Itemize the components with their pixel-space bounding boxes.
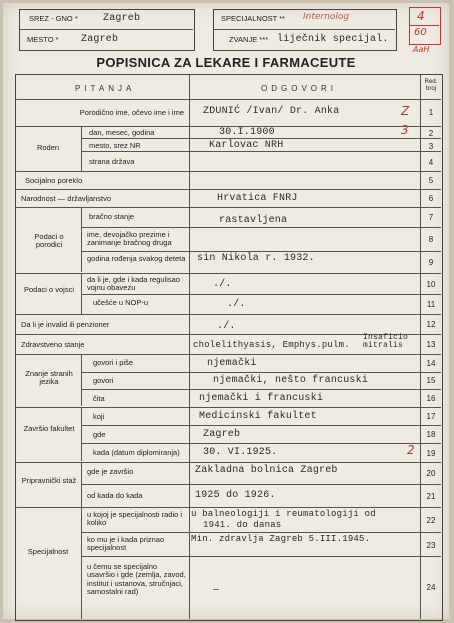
row-number: 1	[428, 108, 434, 117]
column-header-redni-broj: Red. broj	[424, 79, 438, 92]
row-number: 10	[426, 280, 436, 289]
row-13-value-2: Insaficio mitralis	[363, 333, 409, 350]
specijalnost-value: Internolog	[303, 12, 350, 22]
row-number: 20	[426, 469, 436, 478]
row-number: 3	[428, 142, 434, 151]
row-number: 11	[426, 300, 436, 309]
row-number: 17	[426, 412, 436, 421]
row-9-value: sin Nikola r. 1932.	[197, 253, 315, 264]
row-number: 15	[426, 376, 436, 385]
row-7-value: rastavljena	[219, 215, 288, 226]
row-number: 16	[426, 394, 436, 403]
row-21-label: od kada do kada	[87, 491, 143, 500]
row-number: 23	[426, 541, 436, 550]
stamp-line1: 4	[417, 9, 425, 23]
row-number: 8	[428, 235, 434, 244]
row-11-label: učešće u NOP-u	[93, 298, 149, 307]
row-number: 19	[426, 449, 436, 458]
row-6-label: Narodnost — državljanstvo	[21, 194, 112, 203]
zvanje-value: liječnik specijal.	[277, 34, 389, 45]
row-24-label: u čemu se specijalno usavršio i gde (zemlja, zavod, institut i ustanova, stručnjaci, samostalni rad)	[87, 562, 186, 596]
row-10-label: da li je, gde i kada regulisao vojnu obavezu	[87, 275, 180, 293]
column-header-odgovori: ODGOVORI	[261, 84, 338, 93]
row-2-value: 30.I.1900	[219, 127, 275, 138]
row-2-label: dan, mesec, godina	[89, 128, 155, 137]
row-number: 2	[428, 129, 434, 138]
row-9-label: godina rođenja svakog deteta	[87, 254, 186, 263]
row-11-value: ./.	[227, 299, 246, 310]
row-13-label: Zdravstveno stanje	[21, 340, 85, 349]
row-12-value: ./.	[217, 321, 236, 332]
internship-group-label: Pripravnički staž	[21, 476, 77, 485]
row-16-value: njemački i francuski	[199, 393, 324, 404]
row-number: 21	[426, 492, 436, 501]
mesto-value: Zagreb	[81, 34, 119, 45]
stamp-line3: AaH	[413, 45, 430, 54]
languages-group-label: Znanje stranih jezika	[25, 369, 73, 387]
faculty-group-label: Završio fakultet	[23, 424, 75, 433]
zvanje-label: ZVANJE ***	[229, 35, 269, 44]
row-number: 13	[426, 340, 436, 349]
row-19-label: kada (datum diplomiranja)	[93, 448, 180, 457]
row-22-value: u balneologiji i reumatologiji od	[191, 509, 376, 519]
row-23-value: Min. zdravlja Zagreb 5.III.1945.	[191, 534, 371, 544]
row-14-label: govori i piše	[93, 358, 134, 367]
row-1-label: Porodično ime, očevo ime i ime	[79, 108, 184, 117]
row-4-label: strana država	[89, 157, 135, 166]
family-group-label: Podaci o porodici	[34, 232, 64, 250]
srez-value: Zagreb	[103, 13, 141, 24]
army-group-label: Podaci o vojsci	[23, 285, 75, 294]
row-5-label: Socijalno poreklo	[25, 176, 83, 185]
row-22-value-2: 1941. do danas	[203, 520, 282, 530]
row-number: 5	[428, 176, 434, 185]
roden-group-label: Roden	[36, 143, 60, 152]
row-3-value: Karlovac NRH	[209, 140, 284, 151]
row-7-label: bračno stanje	[89, 212, 135, 221]
row-6-value: Hrvatica FNRJ	[217, 193, 298, 204]
row-number: 14	[426, 359, 436, 368]
mesto-label: MESTO *	[27, 35, 59, 44]
row-17-value: Medicinski fakultet	[199, 411, 317, 422]
row-number: 24	[426, 583, 436, 592]
census-form-page	[3, 3, 449, 619]
row-8-label: ime, devojačko prezime i zanimanje bračnog druga	[87, 230, 172, 248]
column-header-pitanja: PITANJA	[75, 84, 136, 93]
srez-label: SREZ - GNO *	[29, 14, 78, 23]
row-3-label: mesto, srez NR	[89, 141, 141, 150]
row-19-value: 30. VI.1925.	[203, 447, 278, 458]
specialty-group-label: Specijalnost	[27, 547, 69, 556]
row-15-value: njemački, nešto francuski	[213, 375, 369, 386]
row-24-value: —	[213, 585, 220, 596]
row-1-value: ZDUNIĆ /Ivan/ Dr. Anka	[203, 106, 340, 117]
row-2-note: 3	[401, 123, 409, 137]
row-16-label: čita	[93, 394, 105, 403]
row-number: 4	[428, 158, 434, 167]
row-number: 7	[428, 213, 434, 222]
row-13-value: cholelithyasis, Emphys.pulm.	[193, 340, 350, 350]
row-12-label: Da li je invalid ili penzioner	[21, 320, 110, 329]
row-number: 18	[426, 430, 436, 439]
row-20-value: Zakladna bolnica Zagreb	[195, 465, 338, 476]
row-23-label: ko mu je i kada priznao specijalnost	[87, 535, 165, 553]
row-number: 9	[428, 258, 434, 267]
specijalnost-label: SPECIJALNOST **	[221, 14, 286, 23]
row-number: 22	[426, 516, 436, 525]
form-title: POPISNICA ZA LEKARE I FARMACEUTE	[96, 55, 356, 70]
row-18-label: gde	[93, 430, 106, 439]
archive-stamp	[409, 7, 441, 45]
row-number: 6	[428, 194, 434, 203]
row-21-value: 1925 do 1926.	[195, 490, 276, 501]
row-10-value: ./.	[213, 279, 232, 290]
row-17-label: koji	[93, 412, 105, 421]
row-15-label: govori	[93, 376, 114, 385]
row-22-label: u kojoj je specijalnosti radio i koliko	[87, 510, 183, 528]
row-1-note: Z	[401, 104, 410, 118]
row-19-note: 2	[407, 443, 415, 457]
row-20-label: gde je završio	[87, 467, 134, 476]
stamp-line2: 60	[414, 27, 427, 38]
row-number: 12	[426, 320, 436, 329]
row-18-value: Zagreb	[203, 429, 241, 440]
row-14-value: njemački	[207, 358, 257, 369]
